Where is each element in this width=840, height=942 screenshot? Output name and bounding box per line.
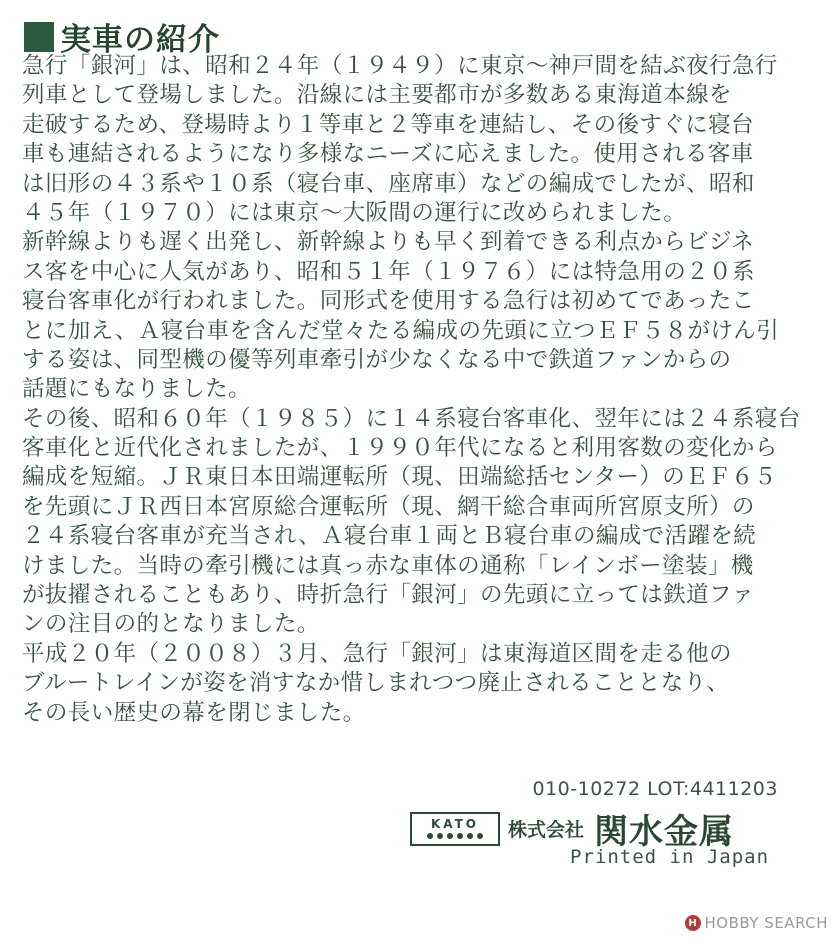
text-line: が抜擢されることもあり、時折急行「銀河」の先頭に立っては鉄道ファ [22, 582, 755, 609]
watermark [685, 914, 828, 932]
kato-logo [410, 812, 500, 846]
text-line: 編成を短縮。ＪＲ東日本田端運転所（現、田端総括センター）のＥＦ６５ [22, 464, 777, 491]
page-title: 実車の紹介 [60, 22, 220, 58]
text-line: その長い歴史の幕を閉じました。 [22, 699, 366, 726]
watermark-text: HOBBY SEARCH [704, 914, 828, 932]
text-line: けました。当時の牽引機には真っ赤な車体の通称「レインボー塗装」機 [22, 552, 754, 579]
text-line: 客車化と近代化されましたが、１９９０年代になると利用客数の変化から [22, 435, 778, 462]
text-line: ンの注目の的となりました。 [22, 611, 320, 638]
text-line: 話題にもなりました。 [22, 376, 252, 403]
text-line: 列車として登場しました。沿線には主要都市が多数ある東海道本線を [22, 82, 732, 109]
company-prefix: 株式会社 [508, 819, 585, 841]
text-line: とに加え、Ａ寝台車を含んだ堂々たる編成の先頭に立つＥＦ５８がけん引 [22, 317, 780, 344]
text-line: 急行「銀河」は、昭和２４年（１９４９）に東京〜神戸間を結ぶ夜行急行 [22, 53, 778, 79]
text-line: を先頭にＪＲ西日本宮原総合運転所（現、網干総合車両所宮原支所）の [22, 493, 755, 520]
text-line: 車も連結されるようになり多様なニーズに応えました。使用される客車 [22, 141, 754, 168]
text-line: 寝台客車化が行われました。同形式を使用する急行は初めてであったこ [22, 288, 755, 315]
text-line: ２４系寝台客車が充当され、Ａ寝台車１両とＢ寝台車の編成で活躍を続 [22, 523, 757, 550]
body-text [22, 52, 822, 728]
kato-logo-text: KATO [430, 817, 480, 831]
text-line: ４５年（１９７０）には東京〜大阪間の運行に改められました。 [22, 199, 687, 226]
title-square-icon [24, 22, 54, 52]
printed-in: Printed in Japan [570, 846, 770, 868]
text-line: は旧形の４３系や１０系（寝台車、座席車）などの編成でしたが、昭和 [22, 170, 755, 197]
text-line: 平成２０年（２００８）３月、急行「銀河」は東海道区間を走る他の [22, 640, 732, 667]
text-line: 新幹線よりも遅く出発し、新幹線よりも早く到着できる利点からビジネ [22, 229, 755, 256]
text-line: ブルートレインが姿を消すなか惜しまれつつ廃止されることとなり、 [22, 670, 730, 697]
hobby-search-logo-icon: H [685, 915, 701, 931]
text-line: ス客を中心に人気があり、昭和５１年（１９７６）には特急用の２０系 [22, 258, 755, 285]
text-line: その後、昭和６０年（１９８５）に１４系寝台客車化、翌年には２４系寝台 [22, 405, 801, 432]
company-name: 関水金属 [594, 812, 735, 852]
text-line: 走破するため、登場時より１等車と２等車を連結し、その後すぐに寝台 [22, 111, 754, 138]
kato-wheels-icon [427, 833, 483, 839]
product-code: 010-10272 LOT:4411203 [532, 778, 778, 800]
text-line: する姿は、同型機の優等列車牽引が少なくなる中で鉄道ファンからの [22, 346, 732, 373]
